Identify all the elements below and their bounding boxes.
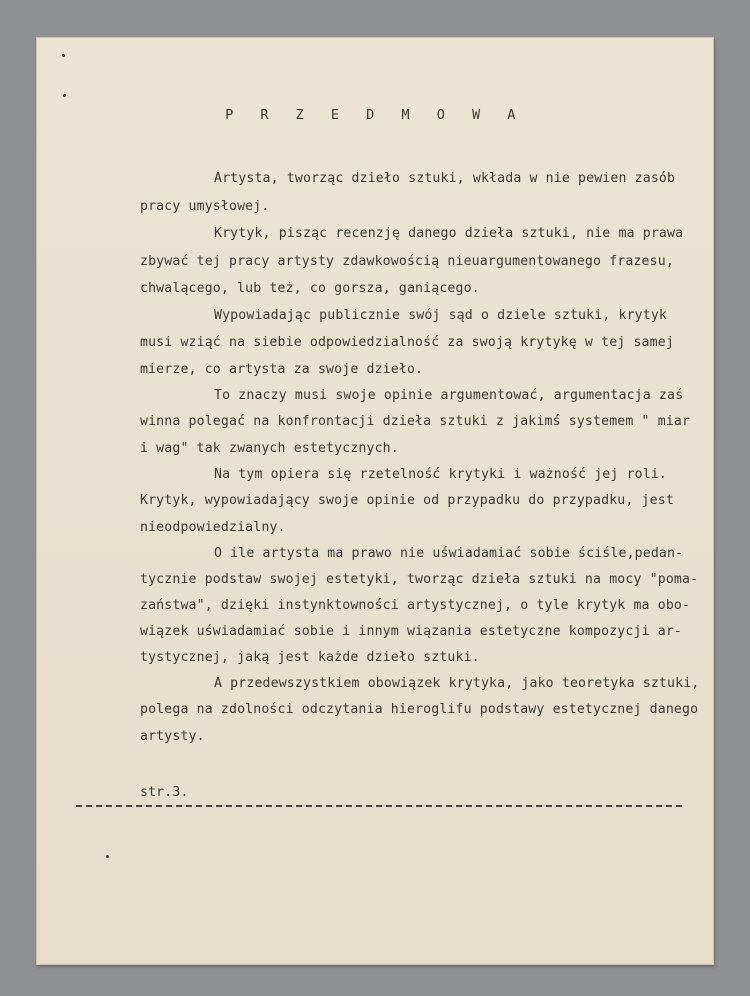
page-number: str.3. [140,785,189,800]
text-line: zaństwa", dzięki instynktowności artystycznej, o tyle krytyk ma obo- [140,598,691,613]
typescript-page [36,37,714,965]
text-line: tystycznej, jaką jest każde dzieło sztuki. [140,650,480,665]
paper-speck [62,54,65,57]
text-line: Na tym opiera się rzetelność krytyki i ważność jej roli. [214,467,668,482]
text-line: i wag" tak zwanych estetycznych. [140,441,399,456]
text-line: Artysta, tworząc dzieło sztuki, wkłada w nie pewien zasób [214,171,676,186]
dashed-separator [76,805,682,807]
text-line: Wypowiadając publicznie swój sąd o dziele sztuki, krytyk [214,308,668,323]
text-line: zbywać tej pracy artysty zdawkowością nieuargumentowanego frazesu, [140,254,674,269]
text-line: A przedewszystkiem obowiązek krytyka, jako teoretyka sztuki, [214,676,700,691]
document-title: P R Z E D M O W A [225,107,525,123]
text-line: O ile artysta ma prawo nie uświadamiać sobie ściśle,pedan- [214,546,684,561]
text-line: wiązek uświadamiać sobie i innym wiązania estetyczne kompozycji ar- [140,624,682,639]
text-line: polega na zdolności odczytania hieroglifu podstawy estetycznej danego [140,702,699,717]
text-line: winna polegać na konfrontacji dzieła sztuki z jakimś systemem " miar [140,414,691,429]
text-line: tycznie podstaw swojej estetyki, tworząc dzieła sztuki na mocy "poma- [140,572,699,587]
text-line: pracy umysłowej. [140,199,270,214]
text-line: To znaczy musi swoje opinie argumentować, argumentacja zaś [214,388,684,403]
text-line: Krytyk, wypowiadający swoje opinie od przypadku do przypadku, jest [140,493,674,508]
text-line: Krytyk, pisząc recenzję danego dzieła sztuki, nie ma prawa [214,226,684,241]
paper-speck [106,855,109,858]
text-line: artysty. [140,729,205,744]
text-line: mierze, co artysta za swoje dzieło. [140,362,424,377]
text-line: nieodpowiedzialny. [140,520,286,535]
text-line: chwalącego, lub też, co gorsza, ganiącego. [140,281,480,296]
paper-speck [63,94,66,97]
text-line: musi wziąć na siebie odpowiedzialność za swoją krytykę w tej samej [140,335,674,350]
